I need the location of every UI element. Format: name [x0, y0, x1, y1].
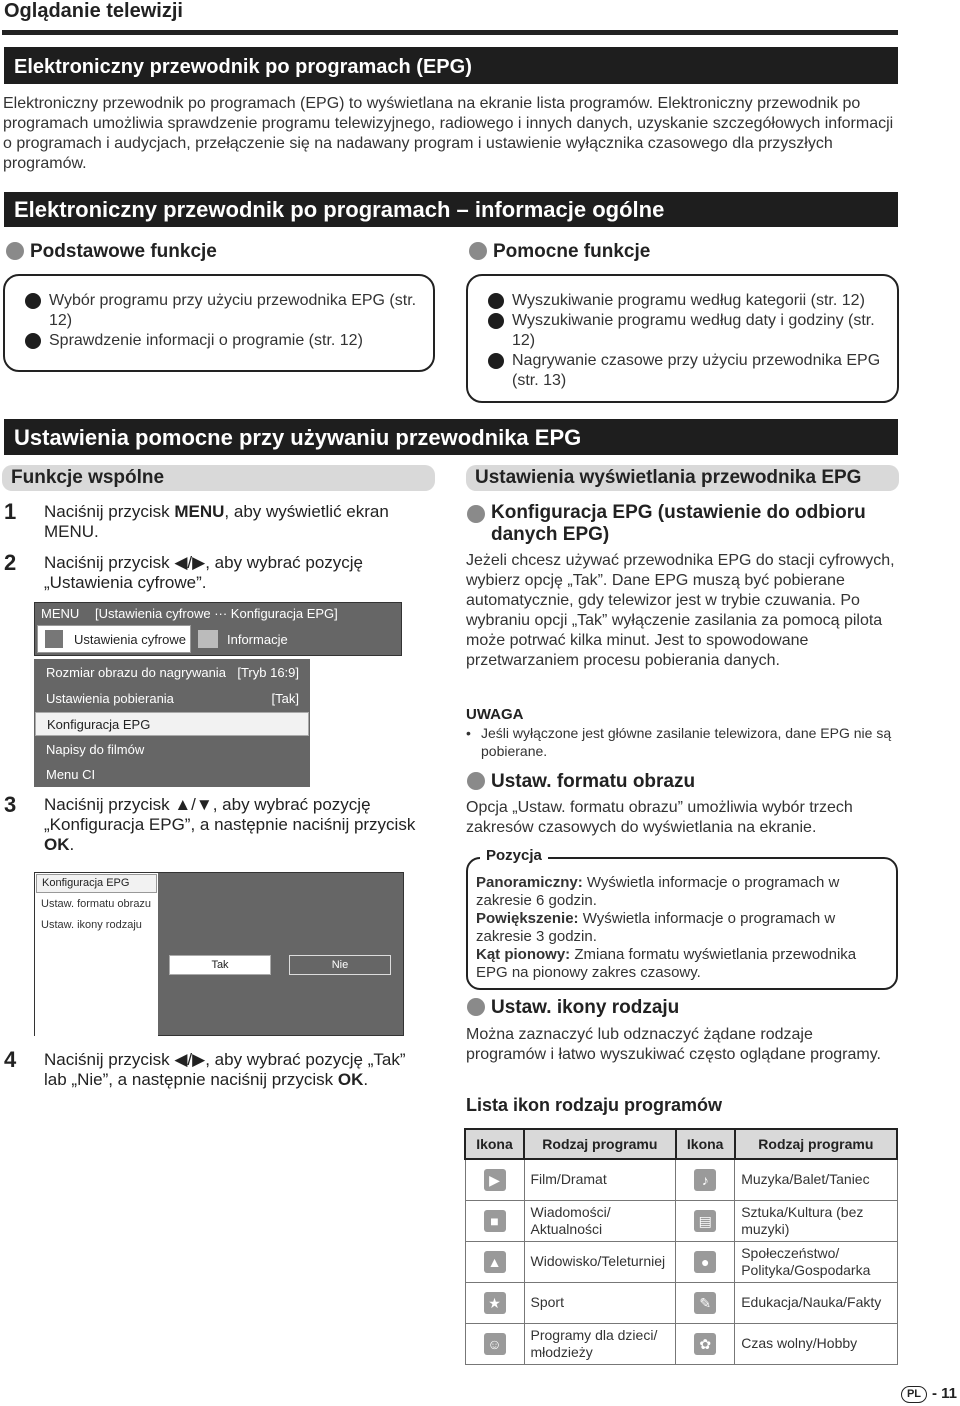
sport-icon: ★ — [484, 1292, 506, 1314]
note-heading: UWAGA — [466, 706, 524, 723]
bullet-icon — [488, 293, 504, 309]
genre-text: Można zaznaczyć lub odznaczyć żądane rodzaje programów i łatwo wyszukiwać często oglądane programy. — [466, 1026, 881, 1063]
intro-paragraph: Elektroniczny przewodnik po programach (EPG) to wyświetlana na ekranie lista programów. Elektroniczny przewodnik po programach umożliwia sprawdzenie programu telewizyjnego, radiowego i innych danych, uzyskanie szczegółowych informacji o programach i audycjach, przełączenie się na nadawany program i ustawienie wyłącznika czasowego dla przyszłych programów. — [3, 95, 894, 172]
menu-screen — [34, 602, 402, 656]
common-functions-tab: Funkcje wspólne — [2, 465, 435, 491]
circle-bullet-icon — [467, 772, 485, 790]
bullet-icon — [488, 353, 504, 369]
format-text: Opcja „Ustaw. formatu obrazu” umożliwia wybór trzech zakresów czasowych do wyświetlania na ekranie. — [466, 799, 853, 836]
list-item: Wyszukiwanie programu według daty i godziny (str. 12) — [488, 311, 888, 351]
option-vertical: Kąt pionowy: Zmiana formatu wyświetlania przewodnika EPG na pionowy zakres czasowy. — [476, 946, 857, 981]
epg-config-screen — [34, 872, 404, 1036]
col-header-genre: Rodzaj programu — [524, 1129, 676, 1159]
note-text: • Jeśli wyłączone jest główne zasilanie telewizora, dane EPG nie są pobierane. — [466, 725, 892, 759]
epg-config-text: Jeżeli chcesz używać przewodnika EPG do stacji cyfrowych, wybierz opcję „Tak”. Dane EPG muszą być pobierane automatycznie, gdy telewizor jest w trybie czuwania. Po wybraniu opcji „Tak” wyłączenie zasilania za pomocą pilota może potrwać kilka minut. Jest to spowodowane przetwarzaniem procesu pobierania danych. — [466, 552, 895, 669]
table-row: ★ Sport ✎ Edukacja/Nauka/Fakty — [465, 1282, 897, 1323]
table-row: ▲ Widowisko/Teleturniej ● Społeczeństwo/ Polityka/Gospodarka — [465, 1241, 897, 1282]
step-text: Naciśnij przycisk ▲/▼, aby wybrać pozycję „Konfiguracja EPG”, a następnie naciśnij przycisk OK. — [44, 795, 416, 854]
step-text: Naciśnij przycisk ◀/▶, aby wybrać pozycję „Ustawienia cyfrowe”. — [44, 553, 364, 592]
film-camera-icon: ▶ — [484, 1169, 506, 1191]
epg-item-format[interactable]: Ustaw. formatu obrazu — [41, 898, 152, 910]
section-general-heading: Elektroniczny przewodnik po programach – informacje ogólne — [4, 192, 898, 227]
format-options-box — [466, 847, 898, 990]
genre-icon-table — [464, 1128, 898, 1365]
step-number: 1 — [4, 499, 17, 524]
bullet-icon — [25, 333, 41, 349]
music-note-icon: ♪ — [694, 1169, 716, 1191]
option-wide: Panoramiczny: Wyświetla informacje o programach w zakresie 6 godzin. — [476, 874, 840, 909]
col-header-icon: Ikona — [676, 1129, 735, 1159]
menu-item-ci[interactable]: Menu CI — [35, 763, 309, 787]
menu-item-epg-config[interactable]: Konfiguracja EPG — [35, 712, 309, 736]
step-number: 2 — [4, 550, 17, 575]
col-header-genre: Rodzaj programu — [735, 1129, 897, 1159]
table-row: ☺ Programy dla dzieci/ młodzieży ✿ Czas wolny/Hobby — [465, 1323, 897, 1364]
page-number: - 11 — [932, 1385, 958, 1402]
section-settings-heading: Ustawienia pomocne przy używaniu przewodnika EPG — [4, 419, 898, 455]
table-row: ■ Wiadomości/ Aktualności ▤ Sztuka/Kultura (bez muzyki) — [465, 1200, 897, 1241]
basic-functions-heading: Podstawowe funkcje — [6, 241, 217, 263]
info-icon — [198, 630, 218, 648]
tab-information[interactable]: Informacje — [227, 632, 288, 647]
epg-item-genre[interactable]: Ustaw. ikony rodzaju — [41, 919, 142, 931]
epg-item-config[interactable]: Konfiguracja EPG — [36, 874, 157, 893]
genre-heading: Ustaw. ikony rodzaju — [467, 997, 679, 1019]
tab-digital-settings[interactable]: Ustawienia cyfrowe — [37, 625, 191, 653]
page-title: Oglądanie telewizji — [4, 0, 183, 22]
language-badge: PL — [901, 1386, 927, 1403]
list-item: Wyszukiwanie programu według kategorii (str. 12) — [488, 291, 888, 311]
hobby-icon: ✿ — [694, 1333, 716, 1355]
list-item: Sprawdzenie informacji o programie (str. 12) — [25, 331, 425, 351]
menu-item-recording-size[interactable]: Rozmiar obrazu do nagrywania [Tryb 16:9] — [35, 660, 309, 686]
show-icon: ▲ — [484, 1251, 506, 1273]
menu-item-download-settings[interactable]: Ustawienia pobierania [Tak] — [35, 686, 309, 712]
box-title: Pozycja — [480, 847, 548, 864]
menu-path: [Ustawienia cyfrowe ··· Konfiguracja EPG] — [95, 606, 338, 621]
epg-config-heading: Konfiguracja EPG (ustawienie do odbioru danych EPG) — [467, 502, 897, 546]
helper-functions-heading: Pomocne funkcje — [469, 241, 650, 263]
bullet-icon — [25, 293, 41, 309]
education-icon: ✎ — [694, 1292, 716, 1314]
format-heading: Ustaw. formatu obrazu — [467, 771, 695, 793]
table-row: ▶ Film/Dramat ♪ Muzyka/Balet/Taniec — [465, 1159, 897, 1200]
circle-bullet-icon — [469, 242, 487, 260]
no-button[interactable]: Nie — [289, 955, 391, 975]
settings-icon — [45, 630, 63, 648]
circle-bullet-icon — [467, 505, 485, 523]
divider — [2, 30, 898, 35]
helper-functions-box — [466, 274, 899, 403]
step-number: 4 — [4, 1047, 17, 1072]
display-settings-tab: Ustawienia wyświetlania przewodnika EPG — [466, 465, 899, 491]
menu-label: MENU — [41, 606, 80, 621]
col-header-icon: Ikona — [465, 1129, 524, 1159]
section-epg-heading: Elektroniczny przewodnik po programach (EPG) — [4, 47, 898, 84]
option-zoom: Powiększenie: Wyświetla informacje o programach w zakresie 3 godzin. — [476, 910, 836, 945]
society-icon: ● — [694, 1251, 716, 1273]
bullet-icon: • — [466, 725, 471, 741]
circle-bullet-icon — [467, 998, 485, 1016]
list-item: Nagrywanie czasowe przy użyciu przewodnika EPG (str. 13) — [488, 351, 888, 391]
step-text: Naciśnij przycisk MENU, aby wyświetlić ekran MENU. — [44, 502, 389, 541]
list-item: Wybór programu przy użyciu przewodnika EPG (str. 12) — [25, 291, 425, 331]
circle-bullet-icon — [6, 242, 24, 260]
yes-button[interactable]: Tak — [169, 955, 271, 975]
menu-item-subtitles[interactable]: Napisy do filmów — [35, 737, 309, 763]
genre-list-heading: Lista ikon rodzaju programów — [466, 1095, 723, 1115]
basic-functions-box — [3, 274, 435, 372]
step-number: 3 — [4, 792, 17, 817]
step-text: Naciśnij przycisk ◀/▶, aby wybrać pozycję „Tak” lab „Nie”, a następnie naciśnij przycisk OK. — [44, 1050, 406, 1089]
art-icon: ▤ — [694, 1210, 716, 1232]
bullet-icon — [488, 313, 504, 329]
news-icon: ■ — [484, 1210, 506, 1232]
children-icon: ☺ — [484, 1333, 506, 1355]
